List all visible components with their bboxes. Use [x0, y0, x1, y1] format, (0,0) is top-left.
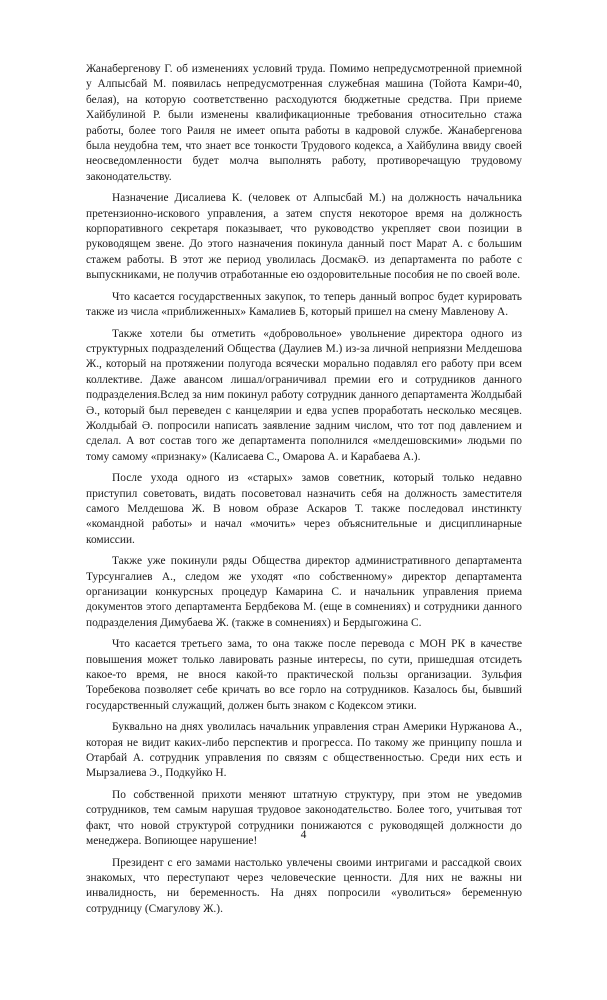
paragraph: Назначение Дисалиева К. (человек от Алпысбай М.) на должность начальника претензионно-искового управления, а затем спустя некоторое время на должность корпоративного секретаря показывает, что руководство укрепляет свои позиции в руководящем звене. До этого назначения покинула данный пост Марат А. с большим стажем работы. В этот же период уволилась ДосмакӘ. из департамента по работе с выпускниками, не получив отработанные ею оздоровительные пособия не по своей воле.	[86, 192, 522, 282]
paragraph: По собственной прихоти меняют штатную структуру, при этом не уведомив сотрудников, тем самым нарушая трудовое законодательство. Более того, учитывая тот факт, что новой структурой сотрудники понижаются с руководящей должности до менеджера. Вопиющее нарушение!	[86, 788, 522, 848]
page-number: 4	[300, 829, 307, 841]
body-text	[86, 62, 522, 923]
paragraph: Жанабергенову Г. об изменениях условий труда. Помимо непредусмотренной приемной у Алпысбай М. появилась непредусмотренная служебная машина (Тойота Камри-40, белая), на которую соответственно расходуются бюджетные средства. При приеме Хайбулиной Р. были изменены квалификационные требования относительно стажа работы, более того Раиля не имеет опыта работы в кадровой службе. Жанабергенова была неудобна тем, что знает все тонкости Трудового кодекса, а Хайбулина ввиду своей неосведомленности будет молча выполнять работу, противоречащую трудовому законодательству.	[86, 63, 522, 183]
paragraph: Также уже покинули ряды Общества директор административного департамента Турсунгалиев А., следом же уходят «по собственному» директор департамента организации конкурсных процедур Камарина С. и начальник управления приема документов этого департамента Бердбекова М. (еще в сомнениях) и сотрудники данного подразделения Димубаева Ж. (также в сомнениях) и Бердыгожина С.	[86, 555, 522, 629]
paragraph: Президент с его замами настолько увлечены своими интригами и рассадкой своих знакомых, что переступают через человеческие ценности. Для них не важны ни инвалидность, ни беременность. На днях попросили «уволиться» беременную сотрудницу (Смагулову Ж.).	[86, 856, 522, 915]
paragraph: Что касается государственных закупок, то теперь данный вопрос будет курировать также из числа «приближенных» Камалиев Б, который пришел на смену Мавленову А.	[86, 290, 522, 319]
paragraph: Что касается третьего зама, то она также после перевода с МОН РК в качестве повышения может только лавировать разные интересы, по сути, пришедшая отсидеть какое-то время, не внося какой-то практической пользы организации. Зульфия Торебекова позволяет себе кричать во все горло на сотрудников. Казалось бы, бывший государственный служащий, должен быть знаком с Кодексом этики.	[86, 638, 522, 712]
paragraph: Буквально на днях уволилась начальник управления стран Америки Нуржанова А., которая не видит каких-либо перспектив и прогресса. По такому же принципу пошла и Отарбай А. сотрудник управления по связям с общественностью. Среди них есть и Мырзалиева Э., Подкуйко Н.	[86, 721, 522, 780]
paragraph: После ухода одного из «старых» замов советник, который только недавно приступил советовать, видать посоветовал назначить себя на должность заместителя самого Мелдешова Ж. В новом образе Аскаров Т. также последовал инстинкту «командной работы» и начал «мочить» через объяснительные и дисциплинарные комиссии.	[86, 472, 522, 546]
paragraph: Также хотели бы отметить «добровольное» увольнение директора одного из структурных подразделений Общества (Даулиев М.) из-за личной неприязни Мелдешова Ж., который на протяжении полугода всячески морально подавлял его работу при всем коллективе. Даже авансом лишал/ограничивал премии его и сотрудников данного подразделения.Вслед за ним покинул работу сотрудник данного департамента Жолдыбай Ә., который был переведен с канцелярии и едва успев проработать несколько месяцев. Жолдыбай Ә. попросили написать заявление задним числом, что тот под давлением и сделал. А вот состав того же департамента пополнился «мелдешовскими» людьми по тому самому «признаку» (Калисаева С., Омарова А. и Карабаева А.).	[86, 327, 522, 463]
